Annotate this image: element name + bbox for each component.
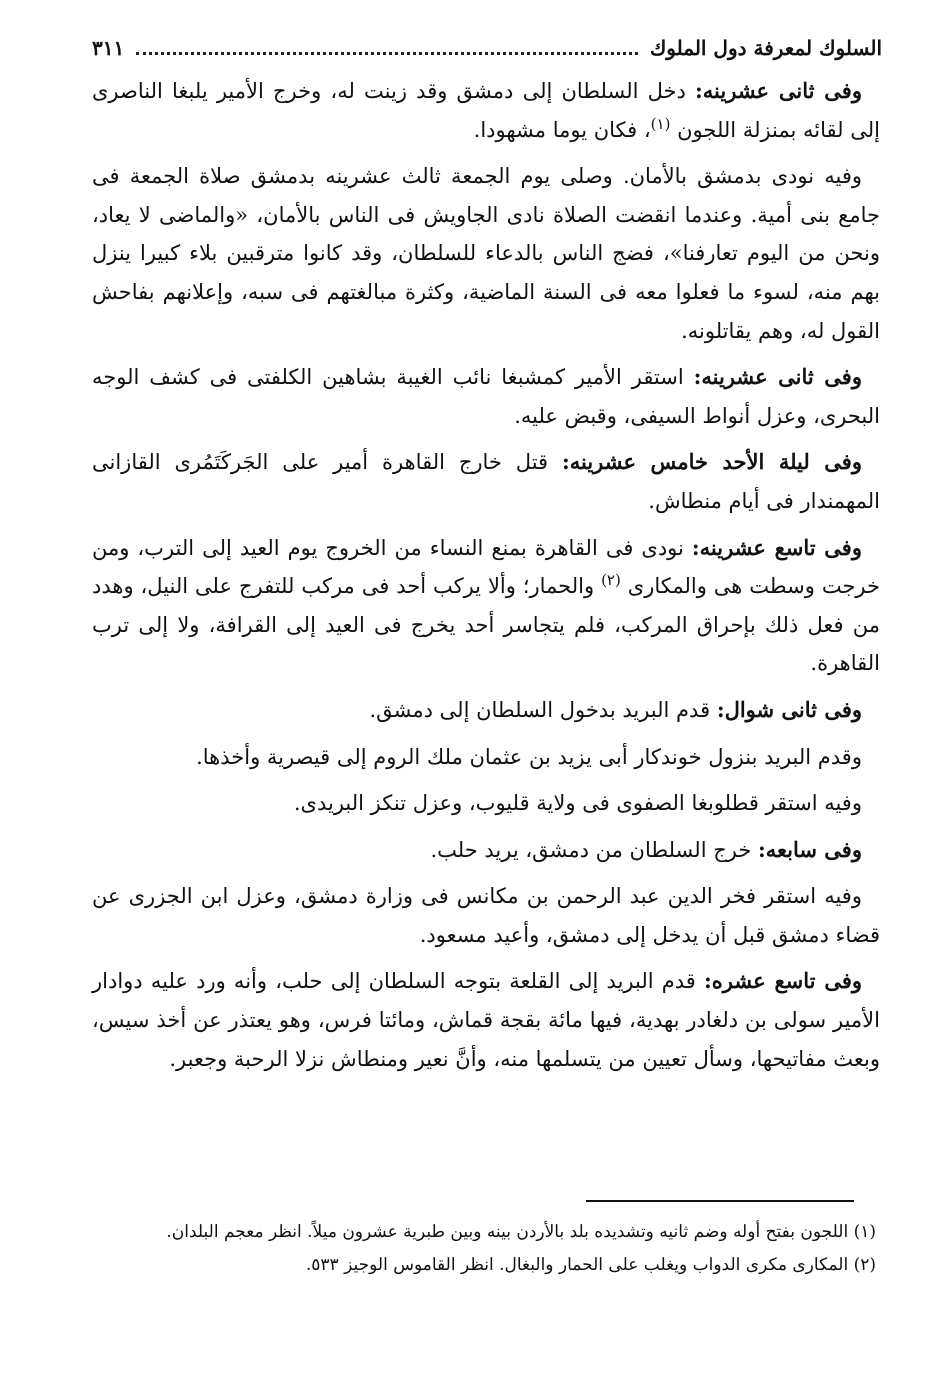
- date-heading: وفى ليلة الأحد خامس عشرينه:: [561, 449, 862, 475]
- paragraph: وفى ثانى عشرينه: استقر الأمير كمشبغا نائب الغيبة بشاهين الكلفتى فى كشف الوجه البحرى، وعزل أنواط السيفى، وقبض عليه.: [92, 364, 880, 428]
- date-heading: وفى سابعه:: [758, 836, 862, 862]
- date-heading: وفى ثانى عشرينه:: [693, 364, 862, 390]
- leader-dots: [136, 42, 638, 55]
- paragraph: وقدم البريد بنزول خوندكار أبى يزيد بن عثمان ملك الروم إلى قيصرية وأخذها.: [196, 744, 862, 769]
- footnotes: [92, 1216, 876, 1282]
- paragraph: وفى تاسع عشره: قدم البريد إلى القلعة بتوجه السلطان إلى حلب، وأنه ورد عليه دوادار الأمير سولى بن دلغادر بهدية، فيها مائة بقجة قماش، ومائتا فرس، وهو يعتذر عن أخذ سيس، وبعث مفاتيحها، وسأل تعيين من يتسلمها منه، وأنَّ نعير ومنطاش نزلا الرحبة وجعبر.: [92, 968, 880, 1071]
- footnote-divider: [586, 1200, 854, 1202]
- footnote: (٢) المكارى مكرى الدواب ويغلب على الحمار والبغال. انظر القاموس الوجيز ٥٣٣.: [305, 1255, 876, 1275]
- running-header: [92, 28, 882, 68]
- date-heading: وفى ثانى شوال:: [716, 696, 862, 722]
- footnote-ref[interactable]: (٢): [601, 571, 621, 590]
- date-heading: وفى تاسع عشره:: [704, 968, 862, 994]
- paragraph: وفيه استقر فخر الدين عبد الرحمن بن مكانس فى وزارة دمشق، وعزل ابن الجزرى عن قضاء دمشق قبل أن يدخل إلى دمشق، وأعيد مسعود.: [92, 884, 880, 947]
- paragraph: وفى ثانى عشرينه: دخل السلطان إلى دمشق وقد زينت له، وخرج الأمير يلبغا الناصرى إلى لقائه بمنزلة اللجون $^{(١)}$، فكان يوما مشهودا.: [92, 78, 880, 142]
- paragraph: وفى تاسع عشرينه: نودى فى القاهرة بمنع النساء من الخروج يوم العيد إلى الترب، ومن خرجت وسطت هى والمكارى $^{(٢)}$ والحمار؛ وألا يركب أحد فى مركب للتفرج على النيل، وهدد من فعل ذلك بإحراق المركب، فلم يتجاسر أحد يخرج فى العيد إلى القرافة، ولا إلى ترب القاهرة.: [92, 534, 880, 676]
- footnote-ref[interactable]: (١): [650, 114, 671, 133]
- paragraph: وفى ثانى شوال: قدم البريد بدخول السلطان إلى دمشق.: [369, 696, 862, 722]
- date-heading: وفى ثانى عشرينه:: [695, 78, 862, 103]
- paragraph: وفيه نودى بدمشق بالأمان. وصلى يوم الجمعة ثالث عشرينه بدمشق صلاة الجمعة فى جامع بنى أمية. وعندما انقضت الصلاة نادى الجاويش فى الناس بالأمان، «والماضى لا يعاد، ونحن من اليوم تعارفنا»، فضج الناس بالدعاء للسلطان، وقد كانوا مترقبين بلاء كبيرا ينزل بهم منه، لسوء ما فعلوا معه فى السنة الماضية، وكثرة مبالغتهم فى سبه، وإعلانهم بفاحش القول له، وهم يقاتلونه.: [92, 164, 880, 343]
- paragraph: وفى ليلة الأحد خامس عشرينه: قتل خارج القاهرة أمير على الجَركَتَمُرى القازانى المهمندار فى أيام منطاش.: [92, 449, 880, 513]
- paragraph: وفى سابعه: خرج السلطان من دمشق، يريد حلب.: [430, 836, 862, 862]
- page-number: ٣١١: [92, 36, 125, 60]
- date-heading: وفى تاسع عشرينه:: [691, 534, 862, 560]
- paragraph: وفيه استقر قطلوبغا الصفوى فى ولاية قليوب، وعزل تنكز البريدى.: [293, 791, 862, 816]
- book-title: السلوك لمعرفة دول الملوك: [649, 36, 882, 60]
- main-text: [92, 72, 880, 1086]
- footnote: (١) اللجون بفتح أوله وضم ثانيه وتشديده بلد بالأردن بينه وبين طبرية عشرون ميلاً. انظر معجم البلدان.: [166, 1222, 876, 1242]
